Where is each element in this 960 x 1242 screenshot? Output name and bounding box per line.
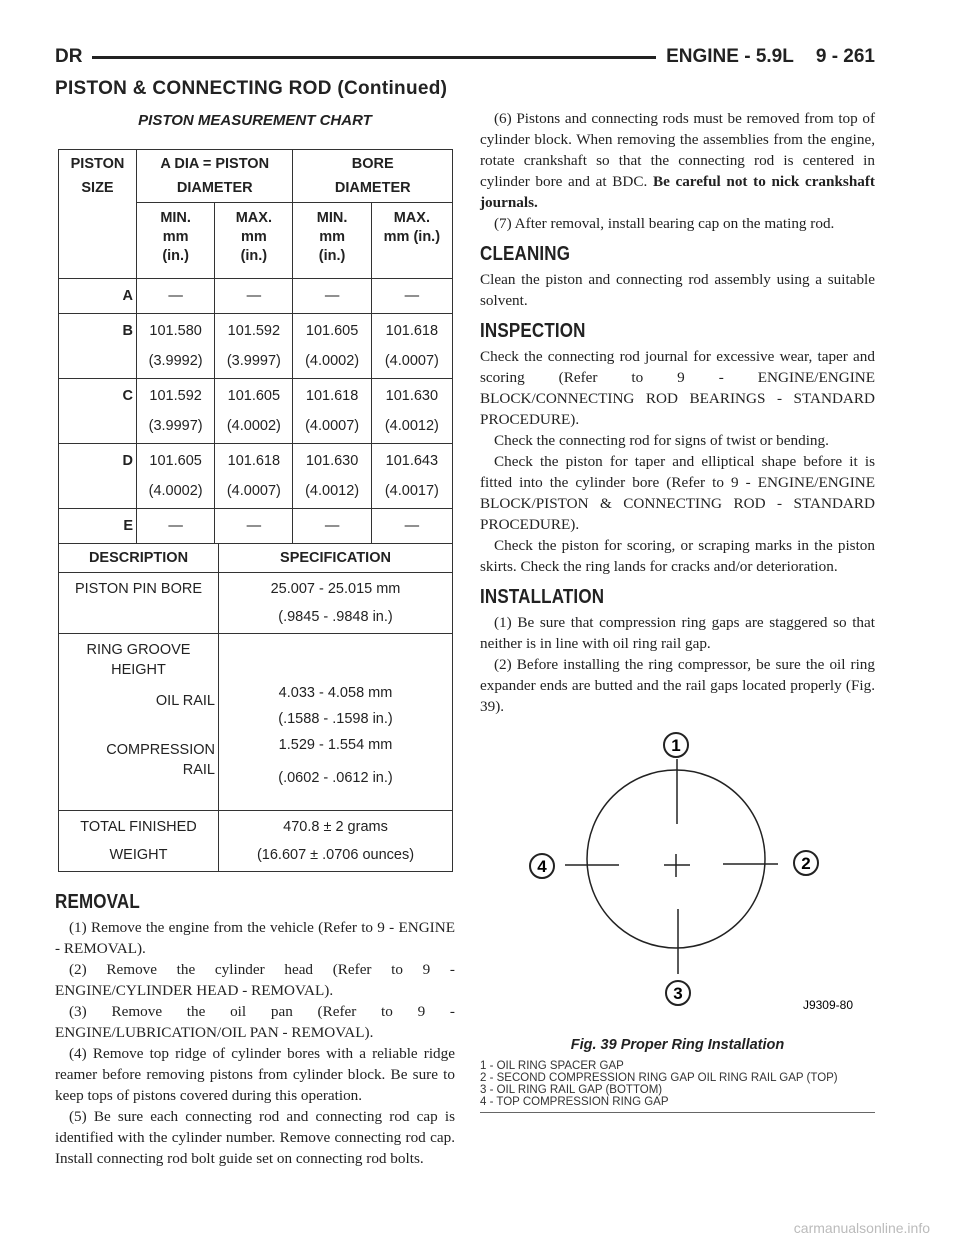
measurement-cell: 101.580 (3.9992) xyxy=(137,314,215,379)
measurement-cell: — xyxy=(137,279,215,314)
paragraph: Check the connecting rod for signs of twist or bending. xyxy=(494,432,829,449)
piston-size: D xyxy=(59,444,137,509)
removal-heading: REMOVAL xyxy=(55,891,140,913)
svg-text:1: 1 xyxy=(671,736,681,755)
specification-table xyxy=(58,544,453,872)
figure-legend xyxy=(480,1060,875,1108)
svg-text:4: 4 xyxy=(537,857,547,876)
measurement-cell: — xyxy=(371,509,452,544)
spec-desc: PISTON PIN BORE xyxy=(59,573,219,634)
measurement-cell: — xyxy=(371,279,452,314)
spec-header-specification: SPECIFICATION xyxy=(219,544,453,573)
removal-text xyxy=(55,917,455,1169)
paragraph: (2) Before installing the ring compressor, be sure the oil ring expander ends are butted and the rail gaps located properly (Fig. 39). xyxy=(480,656,875,715)
measurement-cell: 101.592 (3.9997) xyxy=(137,379,215,444)
right-column xyxy=(480,108,875,1113)
piston-size: B xyxy=(59,314,137,379)
svg-text:2: 2 xyxy=(801,854,811,873)
cleaning-heading: CLEANING xyxy=(480,243,571,265)
table-row xyxy=(59,279,453,314)
legend-item: 4 - TOP COMPRESSION RING GAP xyxy=(480,1096,669,1108)
legend-item: 1 - OIL RING SPACER GAP xyxy=(480,1060,624,1072)
paragraph: (1) Be sure that compression ring gaps are staggered so that neither is in line with oil ring rail gap. xyxy=(480,614,875,652)
legend-item: 2 - SECOND COMPRESSION RING GAP OIL RING RAIL GAP (TOP) xyxy=(480,1072,838,1084)
header-bore-diameter: BORE DIAMETER xyxy=(293,150,453,203)
measurement-cell: 101.605 (4.0002) xyxy=(215,379,293,444)
table-row xyxy=(59,811,453,872)
removal-warning: Be careful not to nick crankshaft journals. xyxy=(480,173,875,211)
paragraph: (3) Remove the oil pan (Refer to 9 - ENGINE/LUBRICATION/OIL PAN - REMOVAL). xyxy=(55,1003,455,1041)
header-rule xyxy=(92,56,656,59)
table-row xyxy=(59,509,453,544)
header-piston-size: PISTON SIZE xyxy=(59,150,137,203)
table-row xyxy=(59,314,453,379)
installation-text xyxy=(480,612,875,717)
watermark: carmanualsonline.info xyxy=(793,1220,930,1236)
figure-caption: Fig. 39 Proper Ring Installation xyxy=(570,1037,785,1053)
header-left: DR xyxy=(55,46,83,67)
measurement-cell: 101.618 (4.0007) xyxy=(371,314,452,379)
subheader: MAX. mm (in.) xyxy=(215,203,293,279)
spec-desc: RING GROOVE HEIGHT OIL RAIL COMPRESSION RAIL xyxy=(59,634,219,811)
table-row xyxy=(59,573,453,634)
spec-desc: TOTAL FINISHED WEIGHT xyxy=(59,811,219,872)
measurement-cell: — xyxy=(215,279,293,314)
piston-size: C xyxy=(59,379,137,444)
table-header-row xyxy=(59,150,453,203)
measurement-cell: — xyxy=(137,509,215,544)
measurement-cell: 101.618 (4.0007) xyxy=(215,444,293,509)
subheader: MAX. mm (in.) xyxy=(371,203,452,279)
page-number: 9 - 261 xyxy=(815,46,875,67)
spec-value: 4.033 - 4.058 mm (.1588 - .1598 in.) 1.529 - 1.554 mm (.0602 - .0612 in.) xyxy=(219,634,453,811)
table-row xyxy=(59,634,453,811)
section-subtitle: PISTON & CONNECTING ROD (Continued) xyxy=(55,78,448,99)
removal-step-6: (6) Pistons and connecting rods must be removed from top of cylinder block. When removing the assemblies from the engine, rotate crankshaft so that the connecting rod is centered in cylinder bore and at BDC. xyxy=(480,110,875,190)
cleaning-text: Clean the piston and connecting rod assembly using a suitable solvent. xyxy=(480,271,875,309)
spec-header-description: DESCRIPTION xyxy=(59,544,219,573)
spec-value: 470.8 ± 2 grams (16.607 ± .0706 ounces) xyxy=(219,811,453,872)
measurement-cell: — xyxy=(293,279,371,314)
svg-text:3: 3 xyxy=(673,984,683,1003)
spec-value: 25.007 - 25.015 mm (.9845 - .9848 in.) xyxy=(219,573,453,634)
measurement-cell: — xyxy=(215,509,293,544)
paragraph: Check the piston for taper and elliptical shape before it is fitted into the cylinder bore (Refer to 9 - ENGINE/ENGINE BLOCK/PISTON & CONNECTING ROD - STANDARD PROCEDURE). xyxy=(480,453,875,533)
paragraph: (5) Be sure each connecting rod and connecting rod cap is identified with the cylinder number. Remove connecting rod cap. Install connecting rod bolt guide set on connecting rod bolts. xyxy=(55,1108,455,1167)
piston-size: E xyxy=(59,509,137,544)
legend-item: 3 - OIL RING RAIL GAP (BOTTOM) xyxy=(480,1084,663,1096)
inspection-text xyxy=(480,346,875,577)
paragraph: (1) Remove the engine from the vehicle (Refer to 9 - ENGINE - REMOVAL). xyxy=(55,919,455,957)
measurement-cell: 101.643 (4.0017) xyxy=(371,444,452,509)
measurement-cell: — xyxy=(293,509,371,544)
subheader: MIN. mm (in.) xyxy=(293,203,371,279)
measurement-cell: 101.630 (4.0012) xyxy=(371,379,452,444)
piston-measurement-table xyxy=(58,149,453,544)
measurement-cell: 101.630 (4.0012) xyxy=(293,444,371,509)
installation-heading: INSTALLATION xyxy=(480,586,605,608)
legend-rule xyxy=(480,1112,875,1113)
header-piston-diameter: A DIA = PISTON DIAMETER xyxy=(137,150,293,203)
paragraph: Check the connecting rod journal for excessive wear, taper and scoring (Refer to 9 - ENGINE/ENGINE BLOCK/CONNECTING ROD BEARINGS - STANDARD PROCEDURE). xyxy=(480,348,875,428)
chart-title: PISTON MEASUREMENT CHART xyxy=(138,112,372,129)
removal-step-7: (7) After removal, install bearing cap on the mating rod. xyxy=(494,215,835,232)
page-header xyxy=(55,44,875,70)
measurement-cell: 101.618 (4.0007) xyxy=(293,379,371,444)
measurement-cell: 101.592 (3.9997) xyxy=(215,314,293,379)
left-column xyxy=(55,108,455,1169)
measurement-cell: 101.605 (4.0002) xyxy=(137,444,215,509)
subheader: MIN. mm (in.) xyxy=(137,203,215,279)
measurement-cell: 101.605 (4.0002) xyxy=(293,314,371,379)
paragraph: Check the piston for scoring, or scraping marks in the piston skirts. Check the ring lands for cracks and/or deterioration. xyxy=(480,537,875,575)
figure-code: J9309-80 xyxy=(802,998,853,1012)
ring-gap-diagram xyxy=(480,729,875,1049)
figure-39 xyxy=(480,729,875,1049)
table-subheader-row xyxy=(59,203,453,279)
paragraph: (2) Remove the cylinder head (Refer to 9 - ENGINE/CYLINDER HEAD - REMOVAL). xyxy=(55,961,455,999)
paragraph: (4) Remove top ridge of cylinder bores with a reliable ridge reamer before removing pistons from cylinder block. Be sure to keep tops of pistons covered during this operation. xyxy=(55,1045,455,1104)
table-row xyxy=(59,444,453,509)
table-row xyxy=(59,379,453,444)
piston-size: A xyxy=(59,279,137,314)
header-section: ENGINE - 5.9L xyxy=(666,46,794,67)
inspection-heading: INSPECTION xyxy=(480,320,586,342)
